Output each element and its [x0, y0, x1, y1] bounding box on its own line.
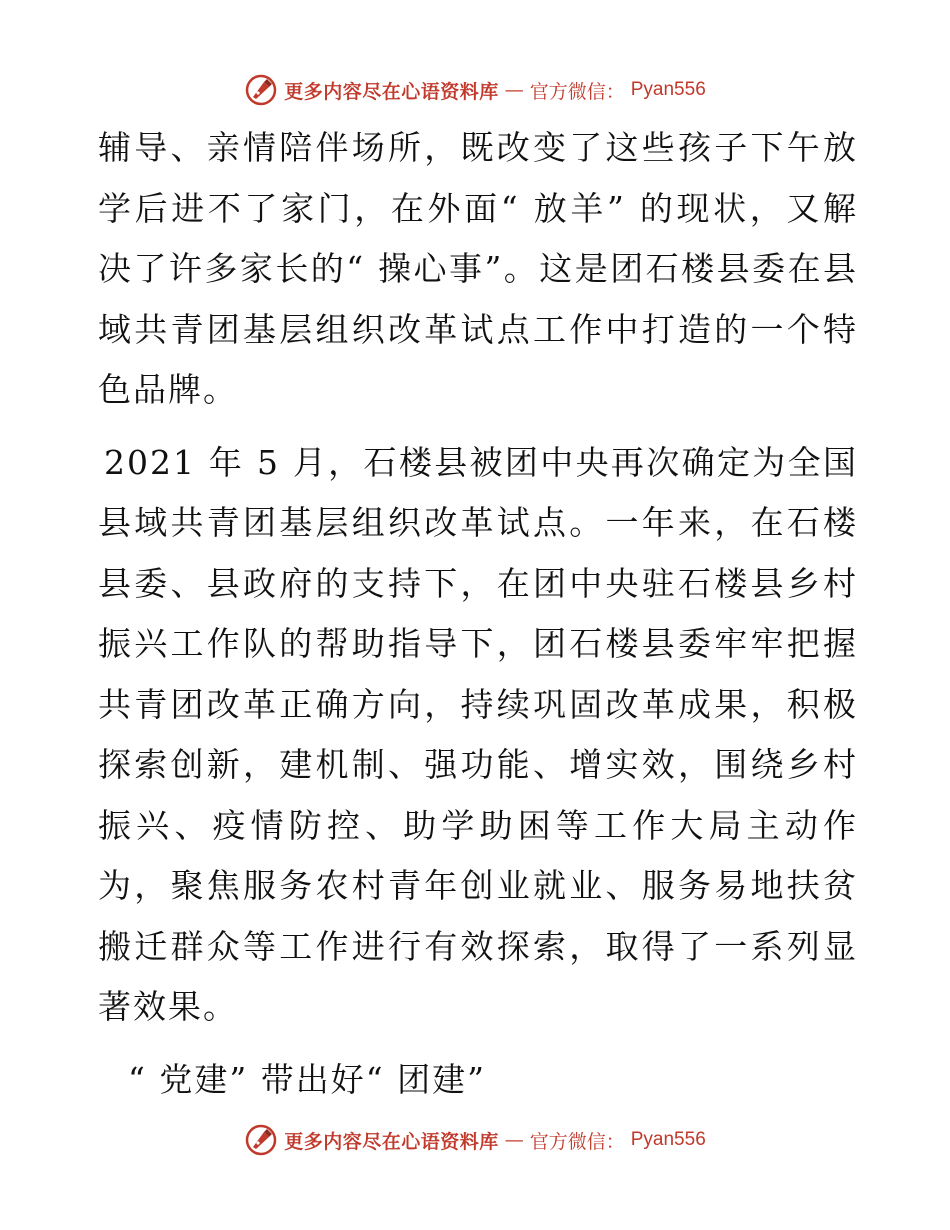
article-body — [98, 118, 858, 1110]
section-subheading: “ 党建” 带出好“ 团建” — [128, 1059, 486, 1099]
paragraph-1: 辅导、亲情陪伴场所，既改变了这些孩子下午放学后进不了家门，在外面“ 放羊” 的现状，又解决了许多家长的“ 操心事”。这是团石楼县委在县域共青团基层组织改革试点工作中打造的一个特色品牌。 — [98, 128, 858, 409]
banner-wechat-id: Pyan556 — [630, 79, 706, 100]
banner-main-text: 更多内容尽在心语资料库 — [284, 80, 499, 103]
paragraph-2: 2021 年 5 月，石楼县被团中央再次确定为全国县域共青团基层组织改革试点。一年来，在石楼县委、县政府的支持下，在团中央驻石楼县乡村振兴工作队的帮助指导下，团石楼县委牢牢把握共青团改革正确方向，持续巩固改革成果，积极探索创新，建机制、强功能、增实效，围绕乡村振兴、疫情防控、助学助困等工作大局主动作为，聚焦服务农村青年创业就业、服务易地扶贫搬迁群众等工作进行有效探索，取得了一系列显著效果。 — [98, 442, 858, 1026]
footer-watermark — [0, 1120, 950, 1160]
header-watermark — [0, 70, 950, 110]
banner-wechat-id: Pyan556 — [630, 1129, 706, 1150]
pen-nib-logo-icon — [244, 73, 278, 107]
banner-separator: — — [504, 1129, 524, 1151]
banner-separator: — — [504, 79, 524, 101]
pen-nib-logo-icon — [244, 1123, 278, 1157]
banner-main-text: 更多内容尽在心语资料库 — [284, 1130, 499, 1153]
banner-wechat-label: 官方微信： — [529, 80, 625, 103]
banner-wechat-label: 官方微信： — [529, 1130, 625, 1153]
